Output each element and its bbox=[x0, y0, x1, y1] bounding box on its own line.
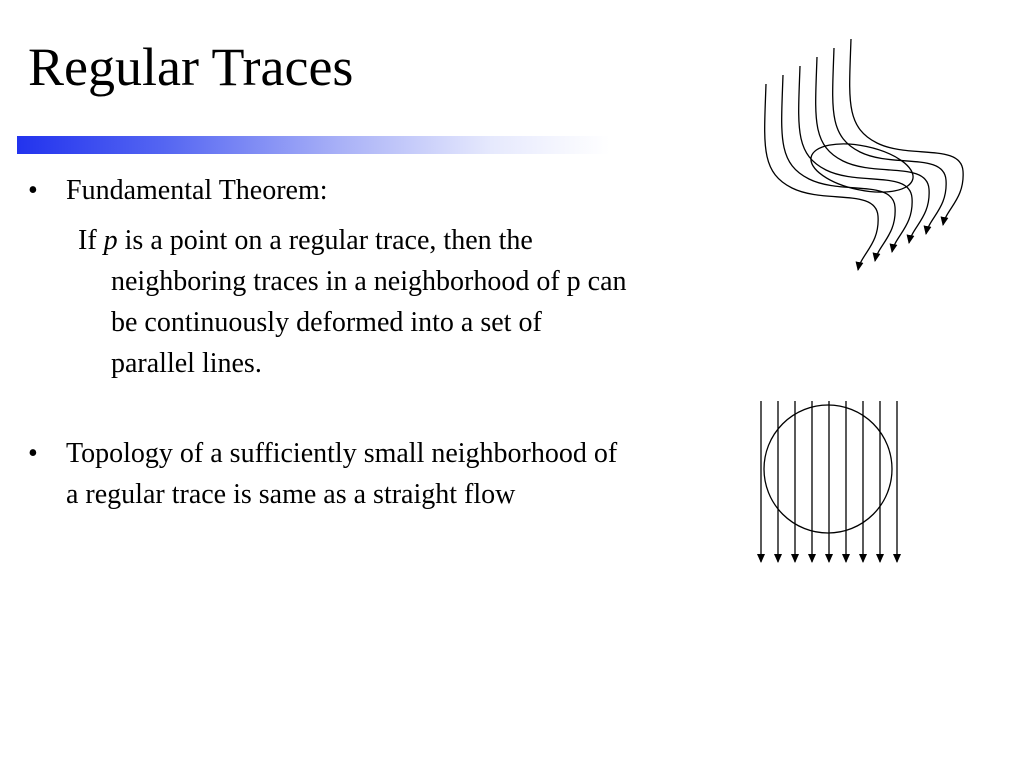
curved-trace bbox=[850, 39, 963, 225]
title-gradient-bar bbox=[17, 136, 610, 154]
theorem-prefix: If bbox=[78, 225, 104, 256]
theorem-rest: is a point on a regular trace, then the neighboring traces in a neighborhood of p can be continuously deformed into a set of parallel lines. bbox=[111, 225, 627, 379]
bullet-topology bbox=[28, 433, 626, 515]
bullet-marker: • bbox=[28, 438, 38, 469]
bullet-fundamental-theorem bbox=[28, 170, 626, 211]
slide-title: Regular Traces bbox=[28, 37, 354, 97]
bullet-marker: • bbox=[28, 175, 38, 206]
straight-traces-figure bbox=[745, 395, 910, 570]
theorem-variable: p bbox=[103, 225, 118, 256]
bullet-text: Topology of a sufficiently small neighborhood of a regular trace is same as a straight flow bbox=[66, 438, 618, 510]
bullet-text: Fundamental Theorem: bbox=[66, 175, 328, 206]
curved-traces-figure bbox=[750, 36, 980, 286]
theorem-statement bbox=[78, 220, 631, 384]
neighborhood-circle bbox=[764, 405, 892, 533]
